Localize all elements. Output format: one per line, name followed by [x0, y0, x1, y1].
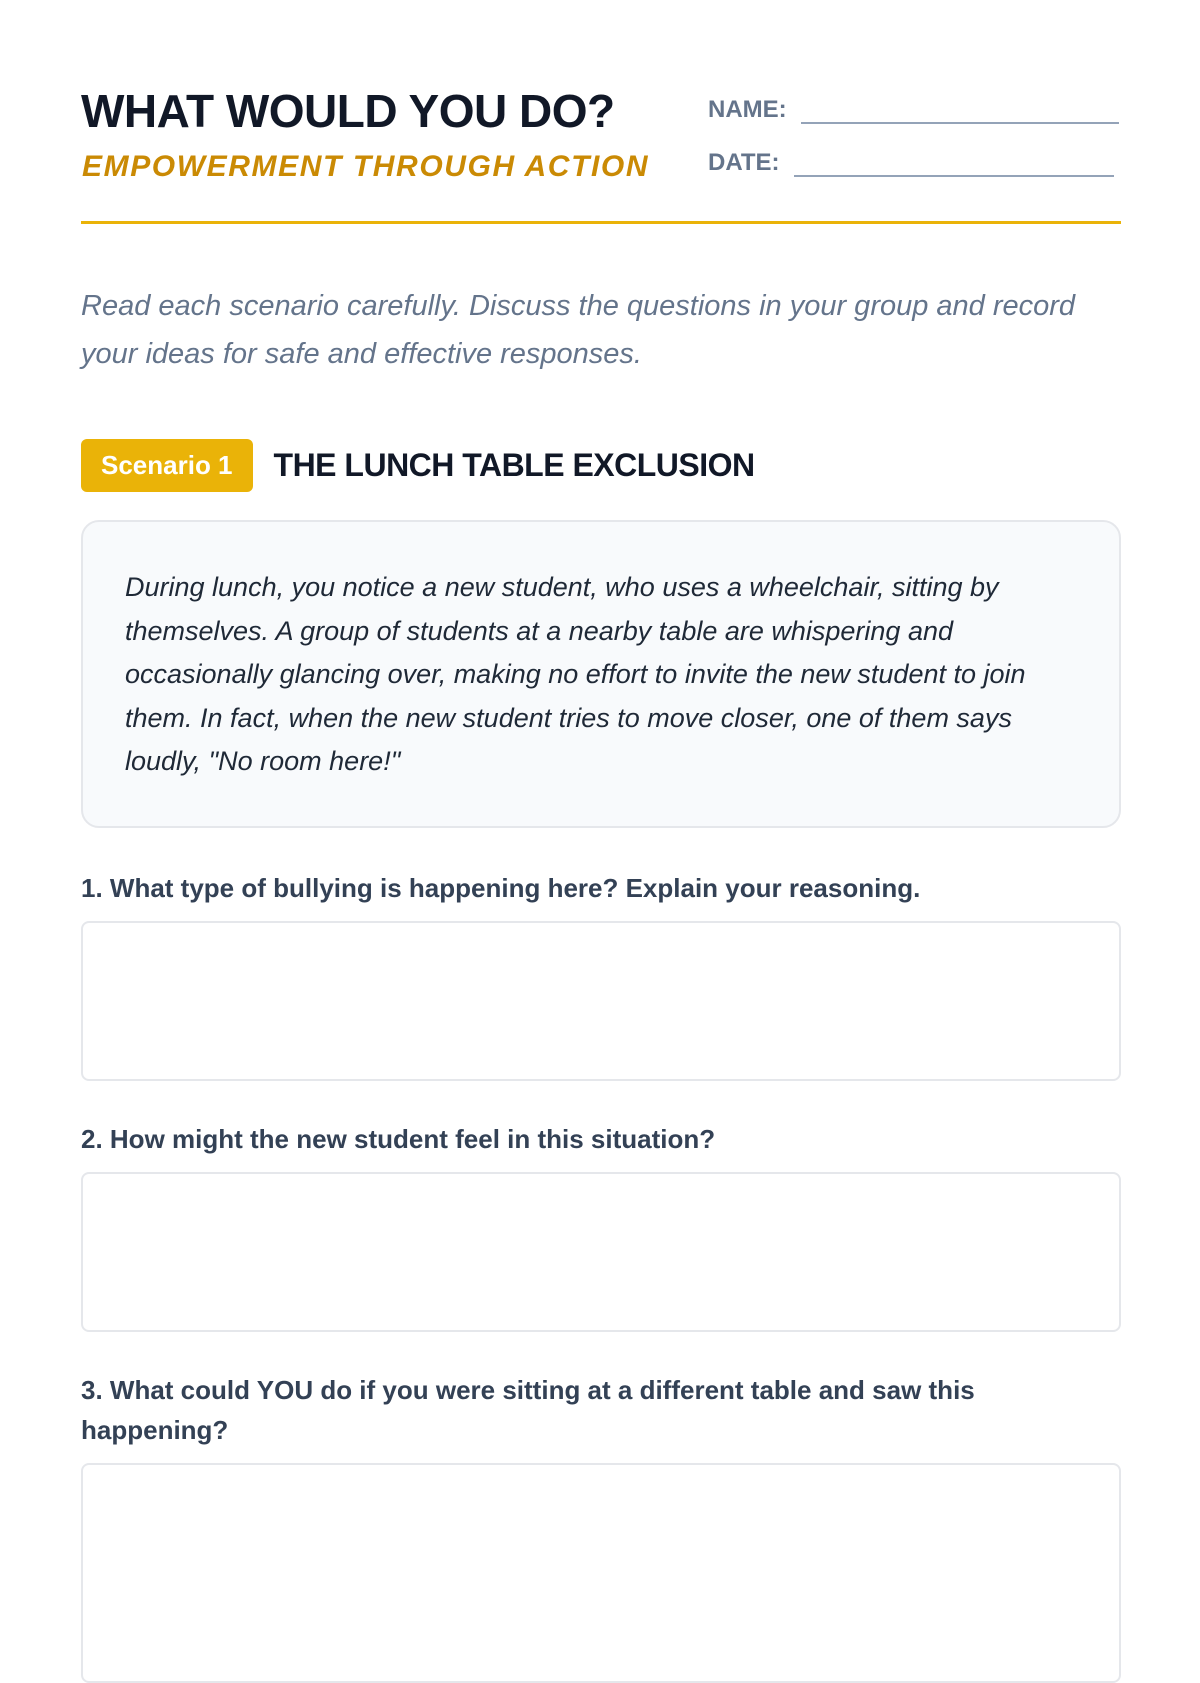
question-1: 1. What type of bullying is happening here? Explain your reasoning. — [81, 872, 921, 903]
question-2: 2. How might the new student feel in this situation? — [81, 1123, 716, 1154]
date-label: DATE: — [708, 149, 780, 176]
date-field-row — [708, 147, 1114, 177]
page-subtitle: EMPOWERMENT THROUGH ACTION — [82, 150, 650, 183]
question-3: 3. What could YOU do if you were sitting at a different table and saw this happening? — [81, 1374, 975, 1445]
name-label: NAME: — [708, 96, 787, 123]
name-field[interactable] — [801, 94, 1119, 124]
name-field-row — [708, 94, 1119, 124]
scenario-description: During lunch, you notice a new student, who uses a wheelchair, sitting by themselves. A group of students at a nearby table are whispering and occasionally glancing over, making no effort to invite the new student to join them. In fact, when the new student tries to move closer, one of them says loudly, "No room here!" — [125, 572, 1026, 776]
date-field[interactable] — [794, 147, 1114, 177]
scenario-badge: Scenario 1 — [81, 439, 253, 492]
worksheet-header — [81, 0, 1121, 224]
answer-box-1[interactable] — [81, 921, 1121, 1081]
instructions-text: Read each scenario carefully. Discuss the questions in your group and record your ideas for safe and effective responses. — [81, 290, 1076, 370]
scenario-title: THE LUNCH TABLE EXCLUSION — [273, 447, 755, 483]
answer-box-2[interactable] — [81, 1172, 1121, 1332]
scenario-heading — [81, 439, 1100, 492]
page-title: WHAT WOULD YOU DO? — [81, 85, 615, 137]
scenario-description-box — [81, 520, 1121, 828]
answer-box-3[interactable] — [81, 1463, 1121, 1683]
